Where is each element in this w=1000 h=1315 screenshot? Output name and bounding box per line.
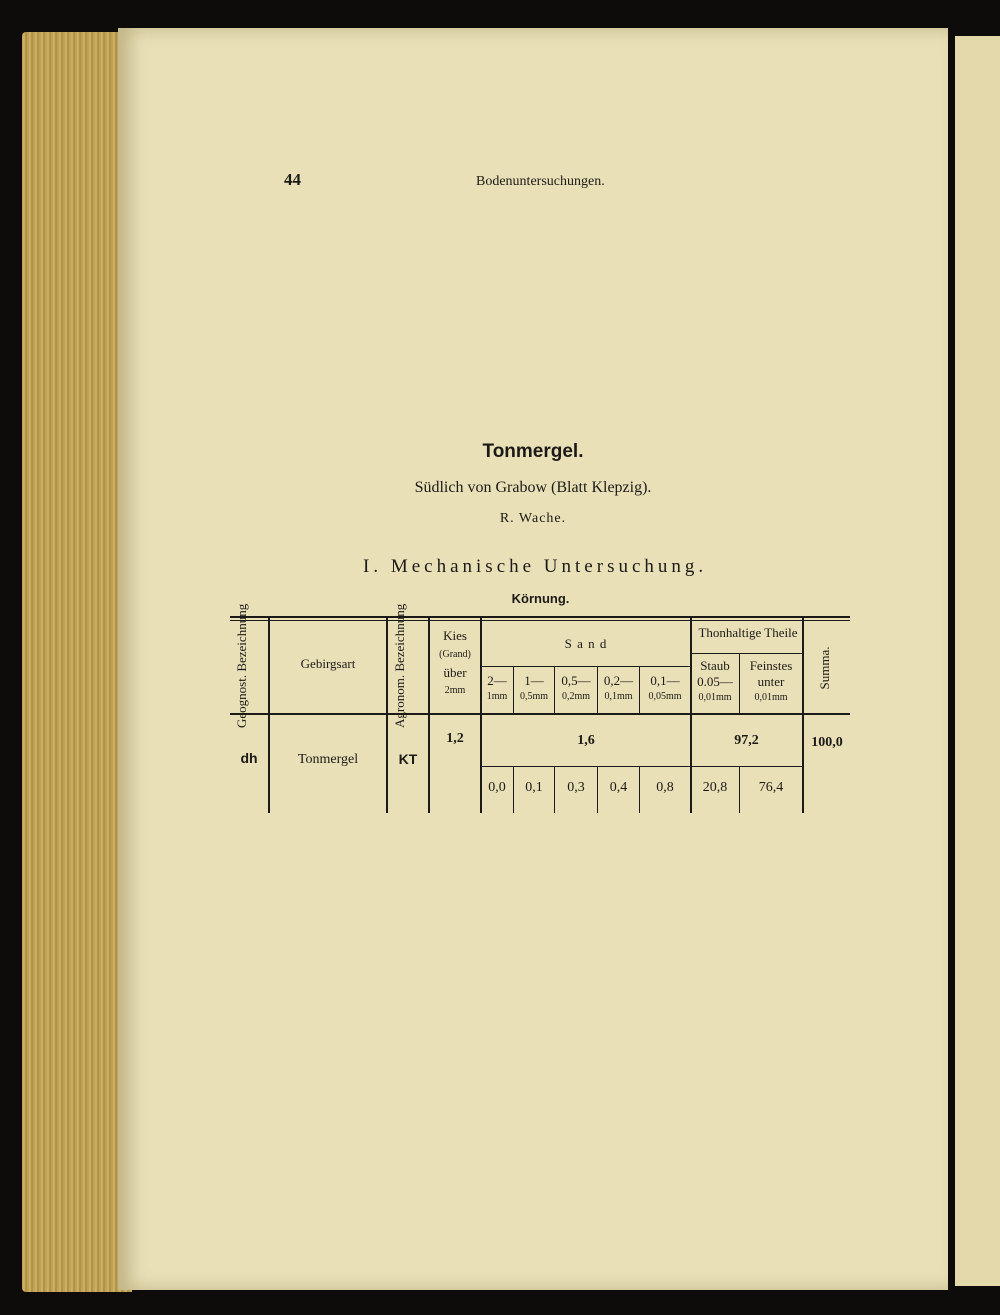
cell-summa: 100,0: [811, 735, 843, 750]
section-title: Tonmergel.: [482, 441, 584, 462]
header-kies: Kies (Grand) über 2mm: [439, 628, 471, 696]
header-staub: Staub 0.05— 0,01mm: [697, 658, 733, 703]
book-page: [118, 28, 948, 1290]
header-feinstes: Feinstes unter 0,01mm: [749, 658, 793, 703]
koernung-heading: Körnung.: [511, 591, 570, 606]
cell-gebirgsart: Tonmergel: [297, 752, 359, 767]
cell-feinstes: 76,4: [758, 780, 784, 795]
header-thon: Thonhaltige Theile: [698, 625, 798, 640]
header-summa: Summa.: [817, 646, 832, 690]
cell-sand-4: 0,4: [609, 780, 628, 795]
header-sand-col-1: 2— 1mm: [486, 673, 508, 702]
header-agronom: Agronom. Bezeichnung: [392, 603, 407, 728]
location-subtitle: Südlich von Grabow (Blatt Klepzig).: [414, 479, 652, 496]
cell-geognost: dh: [240, 750, 258, 766]
cell-agronom: KT: [398, 751, 418, 767]
header-sand-col-4: 0,2— 0,1mm: [603, 673, 634, 702]
header-gebirgsart: Gebirgsart: [300, 656, 356, 671]
book-page-edges: [22, 32, 132, 1292]
facing-page: [955, 36, 1000, 1286]
header-sand: S a n d: [564, 636, 608, 651]
cell-sand-total: 1,6: [577, 733, 595, 748]
cell-thon-total: 97,2: [734, 733, 759, 748]
cell-sand-3: 0,3: [567, 780, 585, 795]
cell-staub: 20,8: [702, 780, 728, 795]
running-title: Bodenuntersuchungen.: [476, 174, 605, 189]
analysis-heading: I. Mechanische Untersuchung.: [363, 556, 708, 577]
header-sand-col-3: 0,5— 0,2mm: [561, 673, 591, 702]
page-number: 44: [284, 170, 301, 189]
header-geognost: Geognost. Bezeichnung: [234, 603, 249, 728]
cell-kies: 1,2: [446, 731, 464, 746]
author-line: R. Wache.: [499, 511, 567, 526]
cell-sand-5: 0,8: [656, 780, 674, 795]
header-sand-col-5: 0,1— 0,05mm: [648, 673, 682, 702]
cell-sand-1: 0,0: [488, 780, 506, 795]
header-sand-col-2: 1— 0,5mm: [519, 673, 549, 702]
cell-sand-2: 0,1: [525, 780, 543, 795]
